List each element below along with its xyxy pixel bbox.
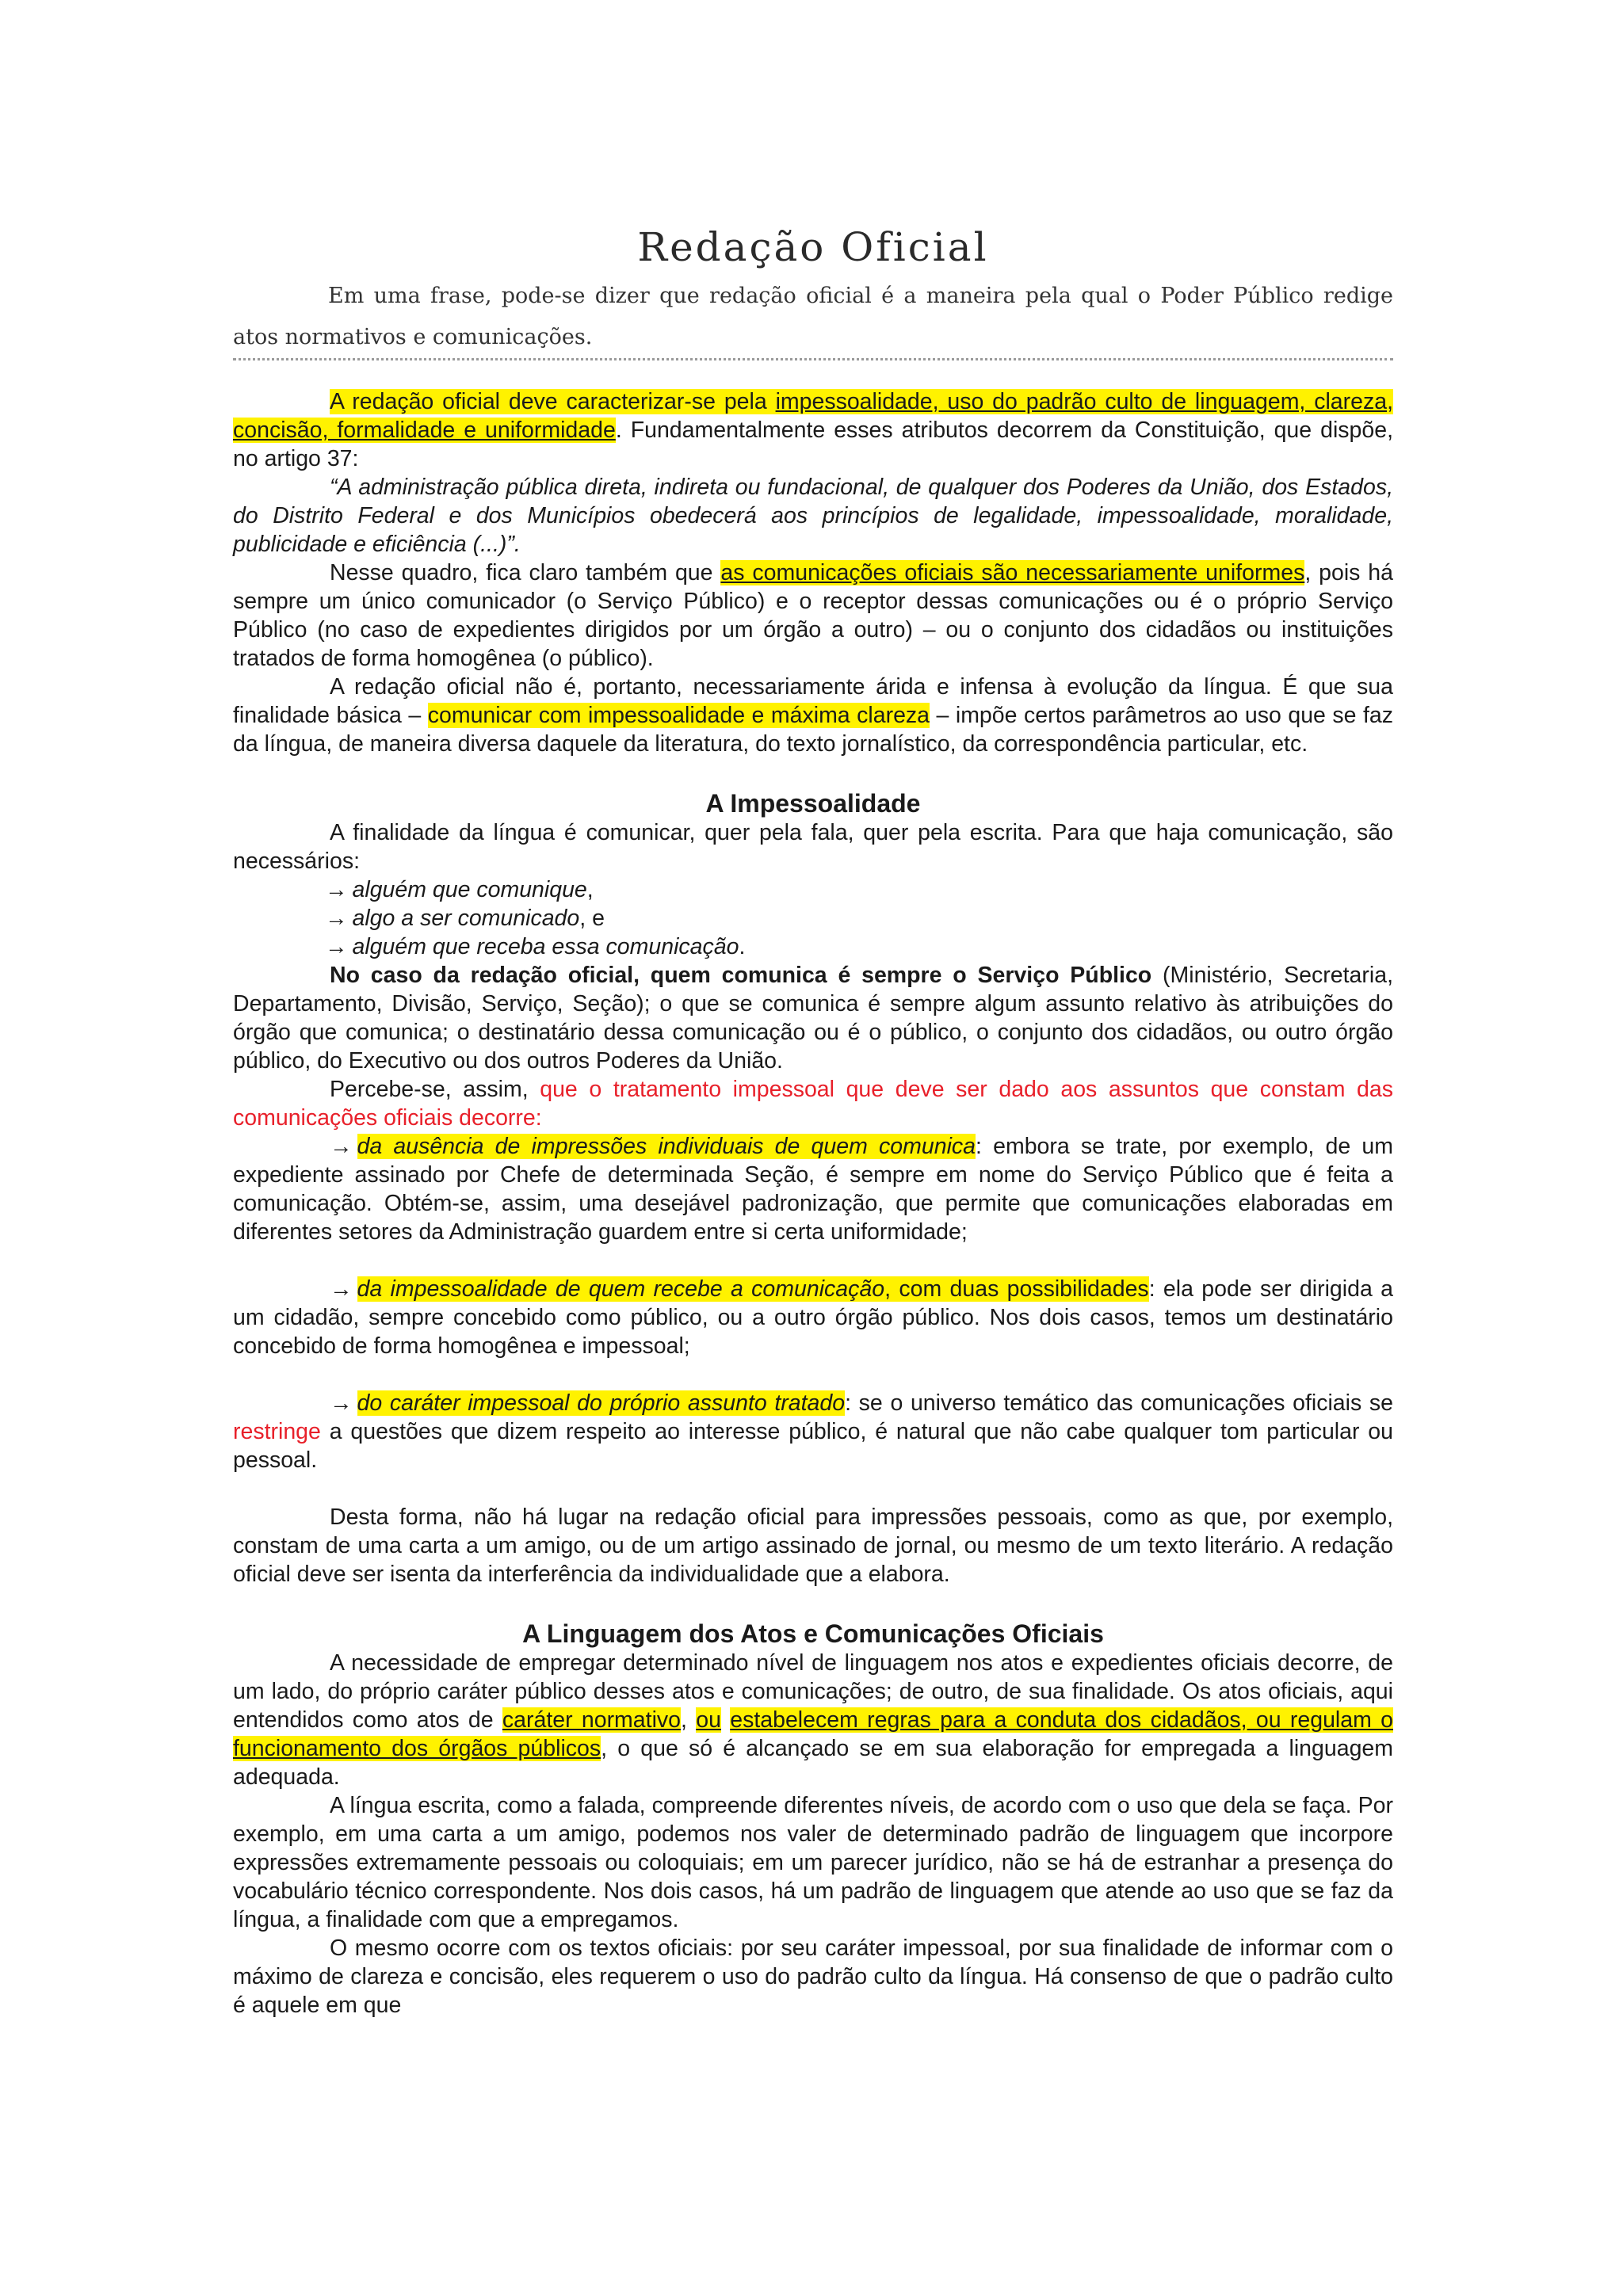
section-heading: A Linguagem dos Atos e Comunicações Oficiais	[522, 1619, 1104, 1648]
highlight: da ausência de impressões individuais de quem comunica	[357, 1134, 976, 1159]
arrow-icon: →	[325, 906, 348, 931]
highlight: da impessoalidade de quem recebe a comunicação	[357, 1276, 885, 1302]
intro-block	[233, 276, 1393, 358]
text: A necessidade de empregar determinado nível de linguagem nos atos e expedientes oficiais decorre, de um lado, do próprio caráter público desses atos e comunicações; de outro, de sua finalidade. Os atos oficiais, aqui entendidos como atos de	[233, 1650, 1393, 1733]
paragraph	[233, 1132, 1393, 1246]
paragraph	[233, 673, 1393, 758]
highlight: , com duas possibilidades	[884, 1276, 1149, 1302]
quote-paragraph: “A administração pública direta, indireta ou fundacional, de qualquer dos Poderes da União, dos Estados, do Distrito Federal e dos Municípios obedecerá aos princípios de legalidade, impessoalidade, moralidade, publicidade e eficiência (...)”.	[233, 475, 1393, 557]
highlight: ou	[696, 1707, 721, 1733]
section-heading: A Impessoalidade	[705, 789, 921, 818]
arrow-icon: →	[330, 1134, 353, 1159]
highlight: as comunicações oficiais são necessariamente uniformes	[720, 560, 1305, 585]
arrow-icon: →	[325, 877, 348, 902]
document-title: Redação Oficial	[637, 224, 989, 270]
highlight: comunicar com impessoalidade e máxima clareza	[427, 703, 930, 728]
highlight: impessoalidade, uso do padrão culto de linguagem, clareza, concisão, formalidade e uniformidade	[233, 389, 1393, 443]
paragraph	[233, 1649, 1393, 1791]
text: Nesse quadro, fica claro também que	[330, 560, 721, 585]
list-item	[233, 933, 1393, 961]
paragraph	[233, 1075, 1393, 1132]
spacer	[233, 1474, 1393, 1503]
intro-sentence: Em uma frase, pode-se dizer que redação oficial é a maneira pela qual o Poder Público redige atos normativos e comunicações.	[233, 284, 1393, 349]
text: .	[739, 934, 746, 959]
text: ,	[681, 1707, 697, 1733]
text: ,	[586, 877, 594, 902]
paragraph: Desta forma, não há lugar na redação oficial para impressões pessoais, como as que, por exemplo, constam de uma carta a um amigo, ou de um artigo assinado de jornal, ou mesmo de um texto literário. A redação oficial deve ser isenta da interferência da individualidade que a elabora.	[233, 1505, 1393, 1587]
arrow-icon: →	[330, 1390, 353, 1416]
text: A redação oficial não é, portanto, necessariamente árida e infensa à evolução da língua. É que sua finalidade básica –	[233, 674, 1393, 728]
paragraph	[233, 1389, 1393, 1474]
text: (Ministério, Secretaria, Departamento, Divisão, Serviço, Seção); o que se comunica é sempre algum assunto relativo às atribuições do órgão que comunica; o destinatário dessa comunicação ou é o público, o conjunto dos cidadãos, ou outro órgão público, do Executivo ou dos outros Poderes da União.	[233, 963, 1393, 1074]
highlight: do caráter impessoal do próprio assunto tratado	[357, 1390, 846, 1416]
arrow-icon: →	[325, 934, 348, 959]
text: algo a ser comunicado	[352, 906, 580, 931]
bold-text: No caso da redação oficial, quem comunica é sempre o Serviço Público	[330, 963, 1152, 988]
paragraph	[233, 559, 1393, 673]
highlight: caráter normativo	[502, 1707, 681, 1733]
text: , e	[579, 906, 605, 931]
document-page	[233, 223, 1393, 2019]
text: , o que só é alcançado se em sua elaboração for empregada a linguagem adequada.	[233, 1736, 1394, 1790]
red-text: que o tratamento impessoal que deve ser dado aos assuntos que constam das comunicações oficiais decorre:	[233, 1077, 1393, 1131]
list-item	[233, 875, 1393, 904]
paragraph: A língua escrita, como a falada, compreende diferentes níveis, de acordo com o uso que dela se faça. Por exemplo, em uma carta a um amigo, podemos nos valer de determinado padrão de linguagem que incorpore expressões extremamente pessoais ou coloquiais; em um parecer jurídico, não se há de estranhar a presença do vocabulário técnico correspondente. Nos dois casos, há um padrão de linguagem que atende ao uso que se faz da língua, a finalidade com que a empregamos.	[233, 1793, 1393, 1932]
list-item	[233, 904, 1393, 933]
paragraph	[233, 1275, 1393, 1360]
paragraph	[233, 387, 1393, 473]
paragraph	[233, 961, 1393, 1075]
text: : ela pode ser dirigida a um cidadão, sempre concebido como público, ou a outro órgão público. Nos dois casos, temos um destinatário concebido de forma homogênea e impessoal;	[233, 1276, 1393, 1359]
spacer	[233, 1360, 1393, 1389]
text: Percebe-se, assim,	[330, 1077, 540, 1102]
text	[721, 1707, 730, 1733]
text: – impõe certos parâmetros ao uso que se faz da língua, de maneira diversa daquele da literatura, do texto jornalístico, da correspondência particular, etc.	[233, 703, 1393, 757]
arrow-icon: →	[330, 1276, 353, 1302]
text: a questões que dizem respeito ao interesse público, é natural que não cabe qualquer tom particular ou pessoal.	[233, 1419, 1393, 1473]
paragraph: A finalidade da língua é comunicar, quer pela fala, quer pela escrita. Para que haja comunicação, são necessários:	[233, 820, 1393, 874]
highlight: A redação oficial deve caracterizar-se pela	[330, 389, 776, 414]
text: , pois há sempre um único comunicador (o Serviço Público) e o receptor dessas comunicações ou é o próprio Serviço Público (no caso de expedientes dirigidos por um órgão a outro) – ou o conjunto dos cidadãos ou instituições tratados de forma homogênea (o público).	[233, 560, 1393, 671]
highlight: estabelecem regras para a conduta dos cidadãos, ou regulam o funcionamento dos órgãos públicos	[233, 1707, 1393, 1761]
text: : se o universo temático das comunicações oficiais se	[845, 1390, 1393, 1416]
paragraph: O mesmo ocorre com os textos oficiais: por seu caráter impessoal, por sua finalidade de informar com o máximo de clareza e concisão, eles requerem o uso do padrão culto da língua. Há consenso de que o padrão culto é aquele em que	[233, 1936, 1393, 2018]
text: alguém que comunique	[352, 877, 587, 902]
text: : embora se trate, por exemplo, de um expediente assinado por Chefe de determinada Seção, é sempre em nome do Serviço Público que é feita a comunicação. Obtém-se, assim, uma desejável padronização, que permite que comunicações elaboradas em diferentes setores da Administração guardem entre si certa uniformidade;	[233, 1134, 1393, 1245]
spacer	[233, 1246, 1393, 1275]
dotted-divider	[233, 358, 1393, 360]
text: alguém que receba essa comunicação	[352, 934, 739, 959]
text: . Fundamentalmente esses atributos decorrem da Constituição, que dispõe, no artigo 37:	[233, 418, 1393, 471]
red-text: restringe	[233, 1419, 321, 1444]
